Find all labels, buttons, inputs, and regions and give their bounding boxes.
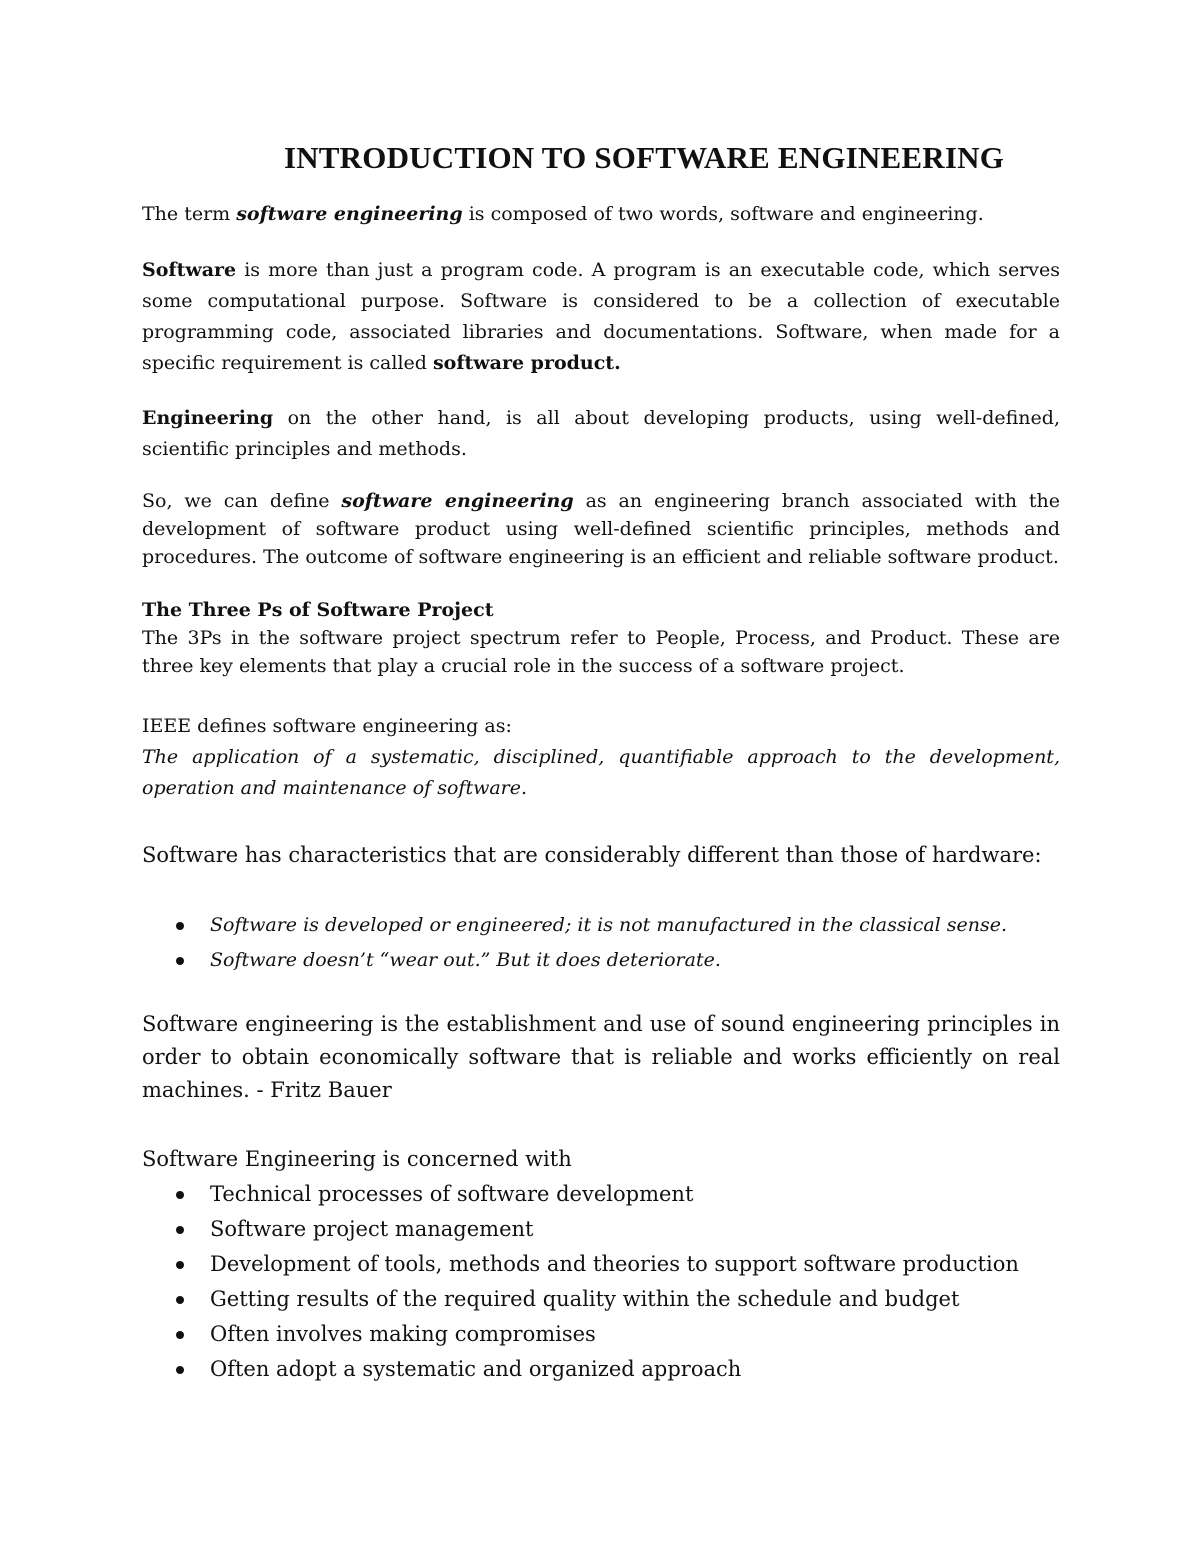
characteristics-list <box>142 908 1060 978</box>
list-item: Getting results of the required quality within the schedule and budget <box>142 1282 1060 1317</box>
bullet-icon <box>176 1331 184 1339</box>
list-item: Development of tools, methods and theories to support software production <box>142 1247 1060 1282</box>
intro-term: software engineering <box>236 203 463 225</box>
definition-term: software engineering <box>341 490 574 512</box>
bullet-icon <box>176 922 184 930</box>
list-item: Technical processes of software development <box>142 1177 1060 1212</box>
three-ps-heading: The Three Ps of Software Project <box>142 599 494 621</box>
list-item: Software doesn’t “wear out.” But it does deteriorate. <box>142 943 1060 978</box>
engineering-text: on the other hand, is all about developing products, using well-defined, scientific principles and methods. <box>142 407 1060 460</box>
characteristics-lead: Software has characteristics that are considerably different than those of hardware: <box>142 843 1042 867</box>
list-item: Often adopt a systematic and organized approach <box>142 1352 1060 1387</box>
software-term: Software <box>142 259 237 281</box>
ieee-quote: The application of a systematic, disciplined, quantifiable approach to the development, operation and maintenance of software. <box>142 746 1060 799</box>
definition-paragraph <box>142 487 1060 571</box>
concerned-lead: Software Engineering is concerned with <box>142 1147 572 1171</box>
bullet-icon <box>176 1296 184 1304</box>
list-item: Software is developed or engineered; it is not manufactured in the classical sense. <box>142 908 1060 943</box>
page-title: INTRODUCTION TO SOFTWARE ENGINEERING <box>283 140 1005 175</box>
ieee-section <box>142 711 1060 804</box>
software-paragraph <box>142 255 1060 379</box>
software-product-term: software product. <box>432 352 621 374</box>
definition-pre: So, we can define <box>142 490 342 512</box>
bullet-icon <box>176 1226 184 1234</box>
bullet-icon <box>176 957 184 965</box>
concerned-list <box>142 1177 1060 1387</box>
ieee-lead: IEEE defines software engineering as: <box>142 715 512 737</box>
definition-post: as an engineering branch associated with the development of software product using well-defined scientific principles, methods and procedures. The outcome of software engineering is an efficient and reliable software product. <box>142 490 1060 568</box>
engineering-term: Engineering <box>142 407 274 429</box>
intro-post: is composed of two words, software and engineering. <box>462 203 984 225</box>
bullet-icon <box>176 1191 184 1199</box>
bullet-icon <box>176 1366 184 1374</box>
three-ps-section <box>142 596 1060 680</box>
intro-paragraph <box>142 199 1060 230</box>
intro-pre: The term <box>142 203 237 225</box>
three-ps-text: The 3Ps in the software project spectrum refer to People, Process, and Product. These are three key elements that play a crucial role in the success of a software project. <box>142 627 1060 677</box>
bauer-quote: Software engineering is the establishment and use of sound engineering principles in order to obtain economically software that is reliable and works efficiently on real machines. - Fritz Bauer <box>142 1012 1060 1102</box>
list-item: Often involves making compromises <box>142 1317 1060 1352</box>
bullet-icon <box>176 1261 184 1269</box>
engineering-paragraph <box>142 403 1060 465</box>
software-text: is more than just a program code. A program is an executable code, which serves some computational purpose. Software is considered to be a collection of executable programming code, associated libraries and documentations. Software, when made for a specific requirement is called <box>142 259 1060 374</box>
list-item: Software project management <box>142 1212 1060 1247</box>
